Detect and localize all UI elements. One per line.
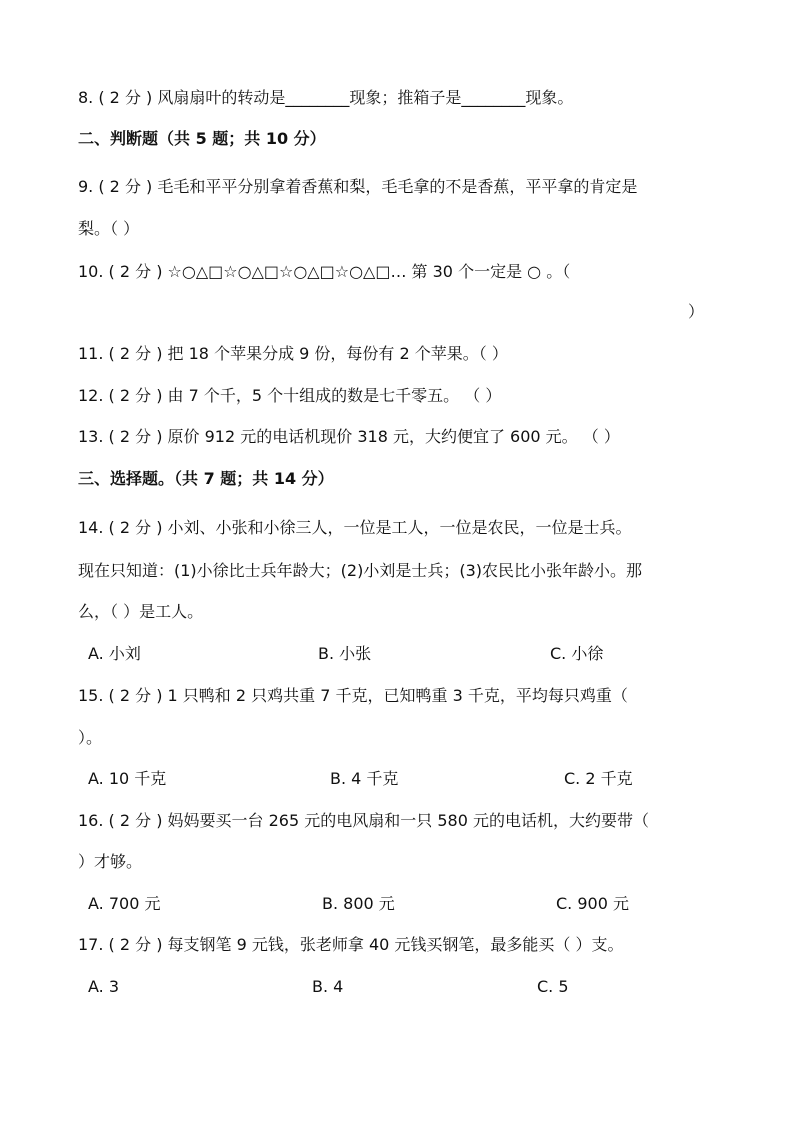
question-16-option-c: C. 900 元 xyxy=(556,894,629,913)
question-9-line-1: 9. ( 2 分 ) 毛毛和平平分别拿着香蕉和梨，毛毛拿的不是香蕉，平平拿的肯定是 xyxy=(78,177,638,196)
question-10-line-1: 10. ( 2 分 ) ☆○△□☆○△□☆○△□☆○△□… 第 30 个一定是 ○ 。（ xyxy=(78,262,571,281)
question-14-line-1: 14. ( 2 分 ) 小刘、小张和小徐三人，一位是工人，一位是农民，一位是士兵。 xyxy=(78,518,632,537)
question-14-option-b: B. 小张 xyxy=(318,644,372,663)
section-title-judgment: 二、判断题（共 5 题；共 10 分） xyxy=(78,129,326,148)
question-12: 12. ( 2 分 ) 由 7 个千，5 个十组成的数是七千零五。 （ ） xyxy=(78,386,502,405)
question-17: 17. ( 2 分 ) 每支钢笔 9 元钱，张老师拿 40 元钱买钢笔，最多能买（ ）支。 xyxy=(78,935,624,954)
question-17-option-a: A. 3 xyxy=(88,977,120,996)
question-16-option-a: A. 700 元 xyxy=(88,894,161,913)
question-15-option-b: B. 4 千克 xyxy=(330,769,399,788)
question-8: 8. ( 2 分 ) 风扇扇叶的转动是________现象；推箱子是________现象。 xyxy=(78,88,574,107)
question-11: 11. ( 2 分 ) 把 18 个苹果分成 9 份，每份有 2 个苹果。（ ） xyxy=(78,344,508,363)
question-15-option-a: A. 10 千克 xyxy=(88,769,167,788)
question-15-line-2: ）。 xyxy=(78,728,103,747)
question-14-line-2: 现在只知道：(1)小徐比士兵年龄大；(2)小刘是士兵；(3)农民比小张年龄小。那 xyxy=(78,561,642,580)
question-14-option-a: A. 小刘 xyxy=(88,644,141,663)
question-9-line-2: 梨。（ ） xyxy=(78,219,140,238)
question-16-option-b: B. 800 元 xyxy=(322,894,395,913)
question-16-line-2: ）才够。 xyxy=(78,852,143,871)
question-14-option-c: C. 小徐 xyxy=(550,644,604,663)
question-10-line-2: ） xyxy=(688,302,705,321)
question-15-option-c: C. 2 千克 xyxy=(564,769,633,788)
question-17-option-b: B. 4 xyxy=(312,977,344,996)
question-15-line-1: 15. ( 2 分 ) 1 只鸭和 2 只鸡共重 7 千克，已知鸭重 3 千克，平均每只鸡重（ xyxy=(78,686,628,705)
question-14-line-3: 么，（ ）是工人。 xyxy=(78,602,204,621)
question-16-line-1: 16. ( 2 分 ) 妈妈要买一台 265 元的电风扇和一只 580 元的电话机，大约要带（ xyxy=(78,811,649,830)
question-13: 13. ( 2 分 ) 原价 912 元的电话机现价 318 元，大约便宜了 600 元。 （ ） xyxy=(78,427,620,446)
question-17-option-c: C. 5 xyxy=(537,977,569,996)
section-title-choice: 三、选择题。（共 7 题；共 14 分） xyxy=(78,469,334,488)
